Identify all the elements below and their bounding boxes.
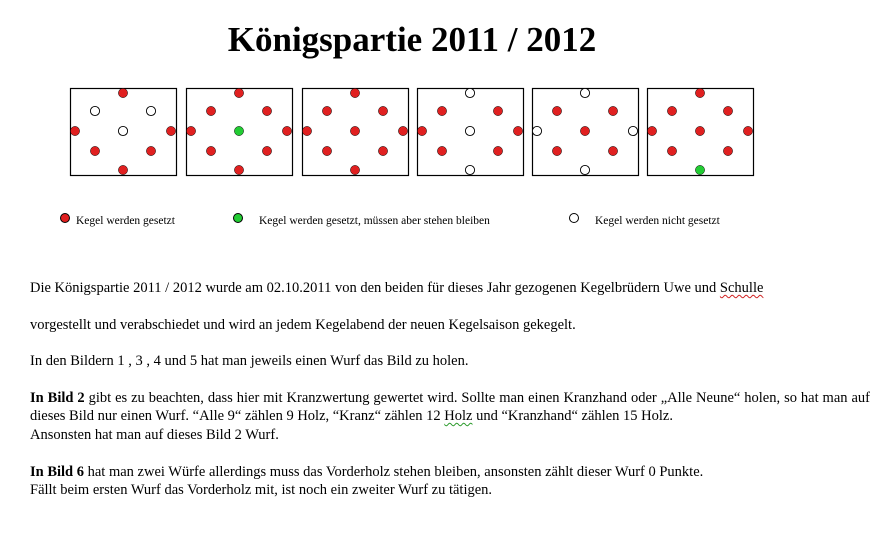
pin-red-icon: [378, 146, 387, 155]
pin-red-icon: [608, 146, 617, 155]
intro-text: Die Königspartie 2011 / 2012 wurde am 02.10.2011 von den beiden für dieses Jahr gezogenen Kegelbrüdern Uwe und: [30, 280, 720, 296]
pin-red-icon: [743, 126, 752, 135]
pin-red-icon: [552, 106, 561, 115]
pin-red-icon: [378, 106, 387, 115]
pin-red-icon: [580, 126, 589, 135]
pin-white-icon: [118, 126, 127, 135]
pin-white-icon: [465, 126, 474, 135]
legend-item-must-stand: [233, 210, 490, 232]
pin-red-icon: [70, 126, 79, 135]
pin-red-icon: [234, 88, 243, 97]
pin-red-icon: [552, 146, 561, 155]
pin-red-icon: [350, 88, 359, 97]
name-schulle: Schulle: [719, 280, 764, 296]
pin-red-icon: [493, 146, 502, 155]
pin-red-icon: [647, 126, 656, 135]
pin-red-icon: [90, 146, 99, 155]
paragraph-bilder: In den Bildern 1 , 3 , 4 und 5 hat man jeweils einen Wurf das Bild zu holen.: [30, 353, 469, 369]
pin-red-icon: [398, 126, 407, 135]
pin-red-icon: [667, 146, 676, 155]
word-holz: Holz: [444, 408, 473, 424]
pin-red-icon: [302, 126, 311, 135]
pin-white-icon: [628, 126, 637, 135]
pin-white-icon: [532, 126, 541, 135]
pin-white-icon: [580, 165, 589, 174]
pin-board-6: [647, 88, 753, 175]
pin-red-icon: [234, 165, 243, 174]
pin-board-3: [302, 88, 408, 175]
pin-red-icon: [262, 106, 271, 115]
pin-red-icon: [513, 126, 522, 135]
pin-red-icon: [695, 88, 704, 97]
pin-red-icon: [350, 165, 359, 174]
pin-diagrams: [0, 0, 886, 200]
pin-white-icon: [146, 106, 155, 115]
paragraph-intro: [30, 279, 870, 297]
pin-board-5: [532, 88, 638, 175]
pin-white-icon: [90, 106, 99, 115]
pin-red-icon: [695, 126, 704, 135]
pin-red-icon: [262, 146, 271, 155]
legend-item-not-set: [569, 210, 720, 232]
bild-2-text-a: gibt es zu beachten, dass hier mit Kranzwertung gewertet wird. Sollte man einen Kranzhand oder „Alle Neune“ holen, so hat man auf dieses Bild nur einen Wurf. “Alle 9“ zählen 9 Holz, “Kranz“ zählen 12: [30, 390, 870, 424]
pin-white-icon: [580, 88, 589, 97]
bild-2-text-b: und “Kranzhand“ zählen 15 Holz.: [472, 408, 673, 424]
pin-red-icon: [667, 106, 676, 115]
pin-red-icon: [437, 146, 446, 155]
white-dot-icon: [569, 213, 579, 223]
pin-red-icon: [118, 88, 127, 97]
pin-red-icon: [146, 146, 155, 155]
pin-board-4: [417, 88, 523, 175]
pin-green-icon: [695, 165, 704, 174]
bild-6-text-a: hat man zwei Würfe allerdings muss das Vorderholz stehen bleiben, ansonsten zählt dieser Wurf 0 Punkte.: [84, 464, 704, 480]
red-dot-icon: [60, 213, 70, 223]
pin-red-icon: [608, 106, 617, 115]
pin-red-icon: [282, 126, 291, 135]
pin-red-icon: [166, 126, 175, 135]
pin-red-icon: [723, 106, 732, 115]
paragraph-bild-2: [30, 389, 870, 425]
pin-red-icon: [206, 106, 215, 115]
pin-white-icon: [465, 165, 474, 174]
pin-red-icon: [437, 106, 446, 115]
pin-red-icon: [723, 146, 732, 155]
bild-6-heading: In Bild 6: [30, 464, 84, 480]
pin-red-icon: [493, 106, 502, 115]
pin-white-icon: [465, 88, 474, 97]
pin-red-icon: [350, 126, 359, 135]
legend-label-set: Kegel werden gesetzt: [76, 215, 175, 227]
pin-board-1: [70, 88, 176, 175]
pin-red-icon: [322, 106, 331, 115]
legend-item-set: [60, 210, 175, 232]
page-title: Königspartie 2011 / 2012: [227, 20, 597, 59]
legend-label-must-stand: Kegel werden gesetzt, müssen aber stehen bleiben: [259, 215, 490, 227]
paragraph-bild-6-end: Fällt beim ersten Wurf das Vorderholz mit, ist noch ein zweiter Wurf zu tätigen.: [30, 482, 493, 498]
pin-red-icon: [118, 165, 127, 174]
paragraph-bild-2-end: Ansonsten hat man auf dieses Bild 2 Wurf.: [30, 427, 279, 443]
paragraph-bild-6: [30, 463, 870, 481]
pin-red-icon: [417, 126, 426, 135]
green-dot-icon: [233, 213, 243, 223]
pin-board-2: [186, 88, 292, 175]
legend-label-not-set: Kegel werden nicht gesetzt: [595, 215, 720, 227]
paragraph-intro-2: vorgestellt und verabschiedet und wird an jedem Kegelabend der neuen Kegelsaison gekegelt.: [30, 317, 576, 333]
pin-red-icon: [206, 146, 215, 155]
pin-red-icon: [322, 146, 331, 155]
pin-red-icon: [186, 126, 195, 135]
bild-2-heading: In Bild 2: [30, 390, 85, 406]
pin-green-icon: [234, 126, 243, 135]
